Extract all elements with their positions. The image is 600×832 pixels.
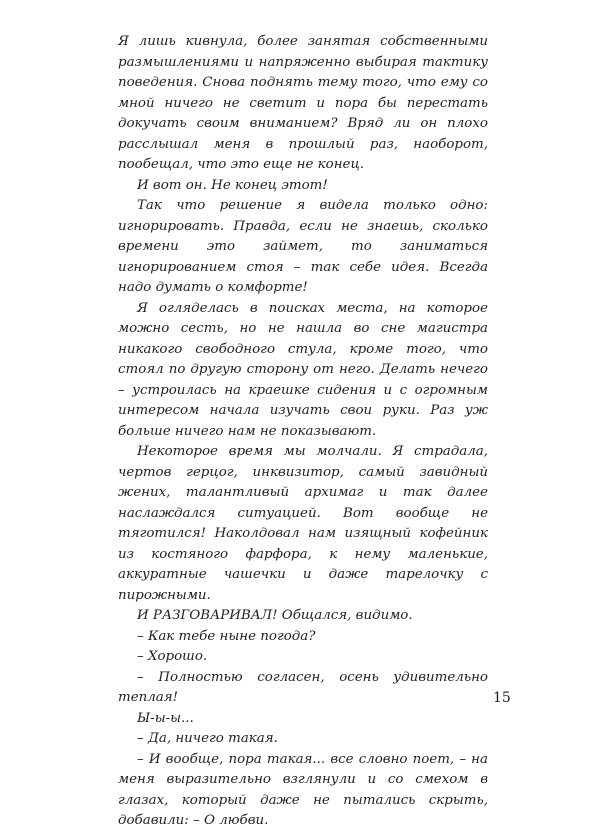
paragraph: И вот он. Не конец этот! bbox=[137, 177, 328, 193]
body-text bbox=[118, 32, 488, 832]
dialogue-line: – Как тебе ныне погода? bbox=[137, 628, 316, 644]
paragraph: Ы-ы-ы... bbox=[137, 710, 194, 726]
dialogue-line: – Хорошо. bbox=[137, 649, 208, 664]
dialogue-line: – Полностью согласен, осень удивительно теплая! bbox=[118, 669, 488, 705]
paragraph: Так что решение я видела только одно: игнорировать. Правда, если не знаешь, сколько времени это займет, то заниматься игнорированием стоя – так себе идея. Всегда надо думать о комфорте! bbox=[118, 198, 488, 295]
paragraph: Я огляделась в поисках места, на которое можно сесть, но не нашла во сне магистра никакого свободного стула, кроме того, что стоял по другую сторону от него. Делать нечего – устроилась на краешке сидения и с огромным интересом начала изучать свои руки. Раз уж больше ничего нам не показывают. bbox=[118, 300, 488, 439]
paragraph: Я лишь кивнула, более занятая собственными размышлениями и напряженно выбирая тактику поведения. Снова поднять тему того, что ему со мной ничего не светит и пора бы перестать докучать своим вниманием? Вряд ли он плохо расслышал меня в прошлый раз, наоборот, пообещал, что это еще не конец. bbox=[118, 34, 488, 172]
paragraph: И РАЗГОВАРИВАЛ! Общался, видимо. bbox=[137, 608, 413, 623]
page-number: 15 bbox=[493, 690, 511, 706]
dialogue-line: – И вообще, пора такая... все словно поет, – на меня выразительно взглянули и со смехом в глазах, который даже не пытались скрыть, добавили: – О любви. bbox=[118, 751, 488, 828]
paragraph: Некоторое время мы молчали. Я страдала, чертов герцог, инквизитор, самый завидный жених, талантливый архимаг и так далее наслаждался ситуацией. Вот вообще не тяготился! Наколдовал нам изящный кофейник из костяного фарфора, к нему маленькие, аккуратные чашечки и даже тарелочку с пирожными. bbox=[118, 444, 488, 603]
dialogue-line: – Да, ничего такая. bbox=[137, 731, 278, 746]
